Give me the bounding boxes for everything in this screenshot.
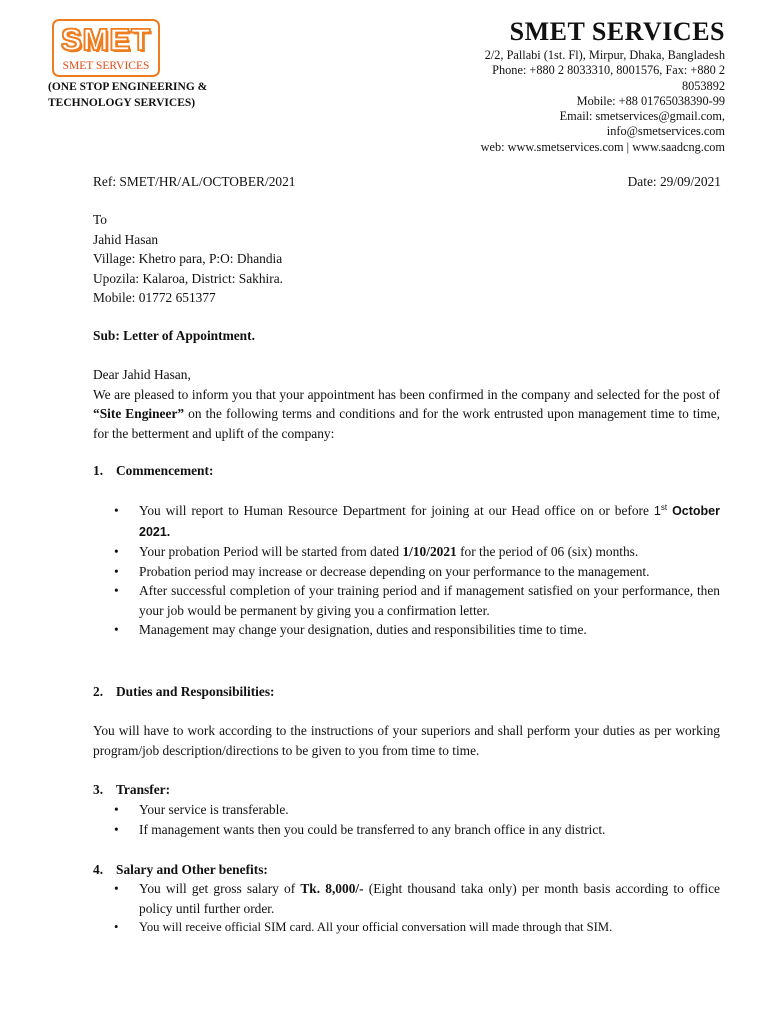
company-email-2: info@smetservices.com [606, 124, 725, 139]
list-item: • After successful completion of your training period and if management satisfied on your performance, then your job would be permanent by giving you a confirmation letter. [93, 581, 720, 620]
tagline-line-2: TECHNOLOGY SERVICES) [48, 96, 196, 109]
list-item: • If management wants then you could be transferred to any branch office in any district. [93, 820, 720, 840]
ref-date-row [93, 172, 721, 192]
transfer-list [93, 800, 720, 839]
list-item: • Your probation Period will be started from dated 1/10/2021 for the period of 06 (six) months. [93, 542, 720, 562]
list-item: • You will report to Human Resource Department for joining at our Head office on or before 1st October 2021. [93, 501, 720, 542]
recipient-village: Village: Khetro para, P:O: Dhandia [93, 251, 283, 266]
section-heading-duties [93, 682, 720, 702]
list-item: • You will receive official SIM card. All your official conversation will made through that SIM. [93, 918, 720, 938]
logo-subtitle: SMET SERVICES [62, 60, 150, 72]
letterhead-contact [425, 16, 725, 155]
section-number: 2. [93, 684, 104, 699]
company-logo [52, 19, 160, 77]
section-number: 1. [93, 463, 104, 478]
company-address: 2/2, Pallabi (1st. Fl), Mirpur, Dhaka, Bangladesh [484, 48, 725, 62]
list-item: • Your service is transferable. [93, 800, 720, 820]
company-phone-cont: 8053892 [681, 78, 725, 93]
company-tagline [48, 80, 248, 111]
recipient-mobile: Mobile: 01772 651377 [93, 290, 216, 305]
intro-paragraph [93, 385, 720, 444]
intro-post: “Site Engineer” [93, 406, 185, 421]
company-mobile: Mobile: +88 01765038390-99 [576, 93, 725, 108]
intro-text-2: on the following terms and conditions and for the work entrusted upon management time to time, for the betterment and uplift of the company: [93, 406, 720, 441]
company-web: web: www.smetservices.com | www.saadcng.com [480, 139, 725, 154]
section-title: Transfer: [116, 782, 171, 797]
list-item: • You will get gross salary of Tk. 8,000/- (Eight thousand taka only) per month basis according to office policy until further order. [93, 879, 720, 918]
section-number: 3. [93, 782, 104, 797]
section-title: Commencement: [116, 463, 214, 478]
list-item: • Management may change your designation, duties and responsibilities time to time. [93, 620, 720, 640]
reference-number: Ref: SMET/HR/AL/OCTOBER/2021 [93, 174, 296, 189]
letter-subject: Sub: Letter of Appointment. [93, 328, 255, 343]
recipient-address [93, 210, 720, 308]
section-heading-transfer [93, 780, 720, 800]
section-title: Duties and Responsibilities: [116, 684, 275, 699]
commencement-list [93, 501, 720, 640]
section-number: 4. [93, 862, 104, 877]
recipient-upozila: Upozila: Kalaroa, District: Sakhira. [93, 270, 284, 286]
section-title: Salary and Other benefits: [116, 862, 268, 877]
tagline-line-1: (ONE STOP ENGINEERING & [48, 81, 208, 93]
logo-text: SMET [60, 22, 152, 57]
letter-intro [93, 365, 720, 443]
salary-list [93, 879, 720, 938]
section-heading-commencement [93, 461, 720, 481]
company-email: Email: smetservices@gmail.com, [559, 109, 725, 124]
recipient-name: Jahid Hasan [93, 231, 159, 247]
recipient-to: To [93, 212, 107, 227]
salutation: Dear Jahid Hasan, [93, 367, 191, 382]
company-name: SMET SERVICES [509, 17, 725, 46]
letter-date: Date: 29/09/2021 [627, 174, 721, 189]
list-item: • Probation period may increase or decrease depending on your performance to the management. [93, 562, 720, 582]
intro-text-1: We are pleased to inform you that your appointment has been confirmed in the company and selected for the post of [93, 386, 720, 402]
duties-paragraph: You will have to work according to the instructions of your superiors and shall perform your duties as per working program/job description/directions to be given to you from time to time. [93, 723, 720, 758]
company-phone: Phone: +880 2 8033310, 8001576, Fax: +880 2 [492, 63, 725, 78]
section-heading-salary [93, 860, 720, 880]
